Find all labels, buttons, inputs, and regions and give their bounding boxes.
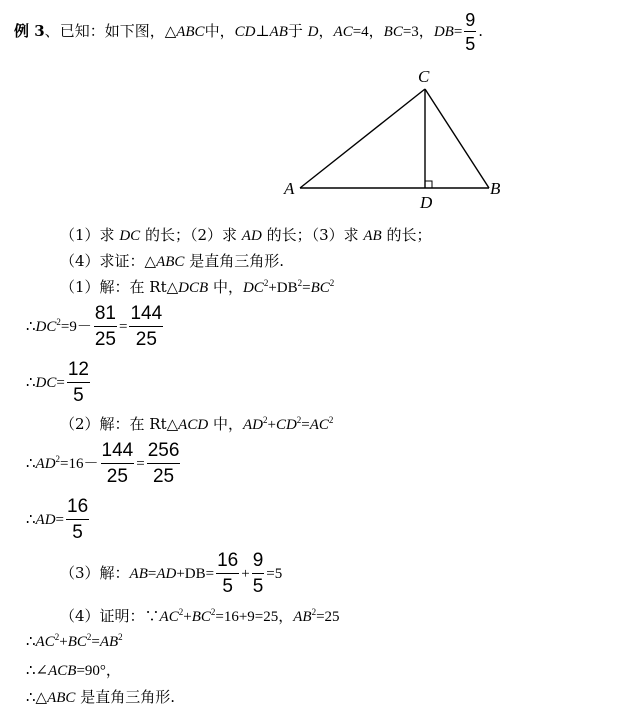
fraction-9-5: $\frac{9}{5}$	[252, 550, 264, 597]
label-a: A	[284, 179, 295, 198]
solution-2-header: （2）解：在 Rt△ACD 中，$AD^2+CD^2=AC^2$	[60, 415, 334, 433]
solution-3: （3）解：AB=AD+DB= $\frac{16}{5}$ + $\frac{9}{5}$ =5	[60, 550, 283, 597]
fraction-16-5: $\frac{16}{5}$	[67, 496, 89, 543]
fraction-144-25-b: $\frac{144}{25}$	[101, 440, 134, 487]
segment-bc	[425, 89, 489, 188]
solution-2-step-3: ∴AD= $\frac{16}{5}$	[26, 496, 89, 543]
segment-ac	[300, 89, 425, 188]
fraction-12-5: $\frac{12}{5}$	[67, 359, 89, 406]
label-d: D	[420, 193, 433, 212]
question-line-1: （1）求 DC 的长；（2）求 AD 的长；（3）求 AB 的长；	[60, 226, 432, 244]
fraction-256-25: $\frac{256}{25}$	[147, 440, 180, 487]
solution-4-header: （4）证明：$\because AC^2+BC^2=16+9=25$，$AB^2=25$	[60, 607, 340, 625]
solution-4-step-2: $\therefore AC^2+BC^2=AB^2$	[26, 632, 123, 650]
solution-2-step-2: $\therefore AD^2=16-$ $\frac{144}{25}$ = $\frac{256}{25}$	[26, 440, 180, 487]
label-c: C	[418, 67, 430, 86]
example-label: 例 3	[14, 22, 45, 40]
question-line-2: （4）求证：△ABC 是直角三角形.	[60, 252, 284, 270]
solution-4-step-3: ∴∠ACB=90°，	[26, 661, 121, 679]
db-fraction: $\frac{9}{5}$	[465, 10, 476, 54]
problem-statement: 例 3、已知：如下图，△ABC中，CD⊥AB于 D，AC=4，BC=3，DB= $\frac{9}{5}$ .	[14, 10, 484, 54]
solution-1-step-3: ∴DC= $\frac{12}{5}$	[26, 359, 89, 406]
fraction-81-25: $\frac{81}{25}$	[94, 303, 116, 350]
solution-1-header: （1）解：在 Rt△DCB 中，$DC^2+DB^2=BC^2$	[60, 278, 335, 296]
solution-4-step-4: ∴△ABC 是直角三角形.	[26, 688, 175, 706]
fraction-144-25: $\frac{144}{25}$	[130, 303, 163, 350]
label-b: B	[490, 179, 501, 198]
solution-1-step-2: $\therefore DC^2=9-$ $\frac{81}{25}$ = $\frac{144}{25}$	[26, 303, 163, 350]
right-angle-mark	[425, 181, 432, 188]
fraction-16-5-b: $\frac{16}{5}$	[217, 550, 239, 597]
